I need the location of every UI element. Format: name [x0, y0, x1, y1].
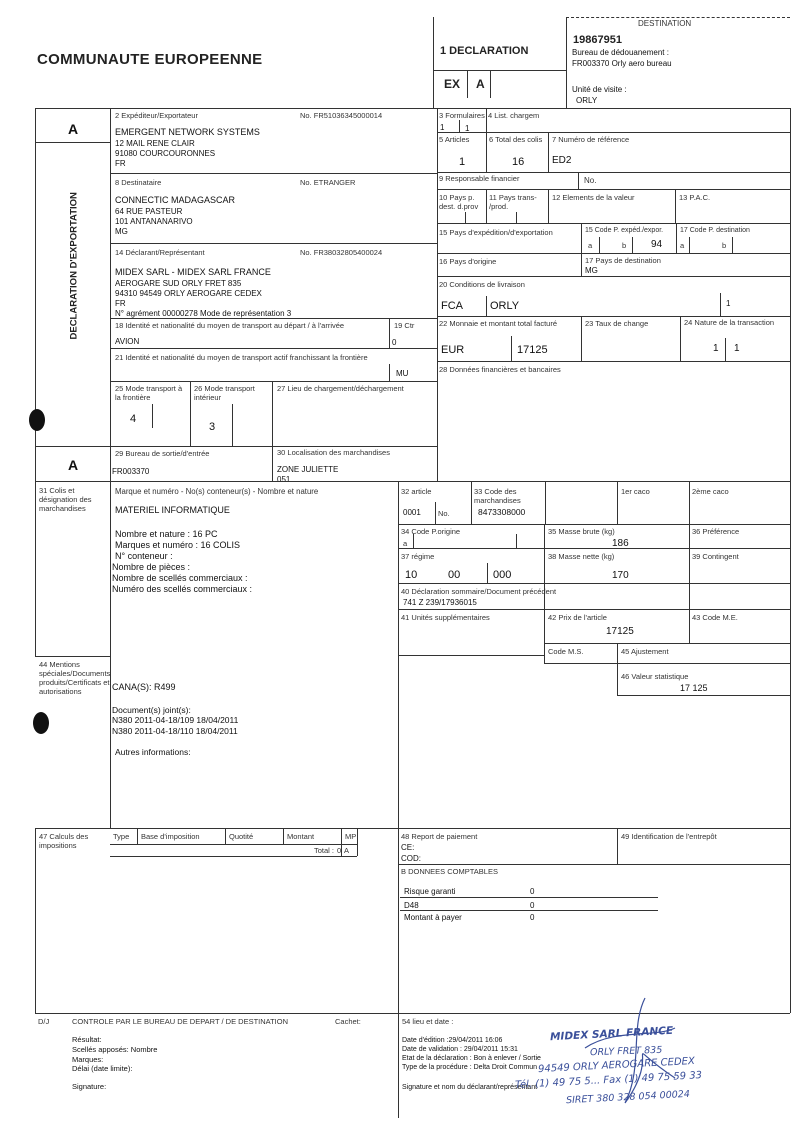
- stamp-line: ORLY FRET 835: [589, 1044, 663, 1059]
- bureau-label: Bureau de dédouanement :: [572, 48, 669, 57]
- box7-label: 7 Numéro de référence: [552, 135, 630, 144]
- boxb-row-value: 0: [530, 887, 535, 896]
- box38-label: 38 Masse nette (kg): [548, 552, 615, 561]
- box37-label: 37 régime: [401, 552, 435, 561]
- box44-cana: CANA(S): R499: [112, 682, 176, 692]
- box54-line: Etat de la déclaration : Bon à enlever / Sortie: [402, 1055, 541, 1062]
- box8-number: No. ETRANGER: [300, 178, 356, 187]
- box33-value: 8473308000: [478, 507, 526, 517]
- boxd-field: Scellés apposés: Nombre: [72, 1045, 158, 1054]
- box7-value: ED2: [552, 155, 572, 166]
- box26-value: 3: [209, 421, 216, 433]
- box46-value: 17 125: [680, 683, 708, 693]
- box3-value-2: 1: [465, 124, 470, 133]
- box31-line: Nombre et nature : 16 PC: [115, 529, 218, 539]
- box44-autres: Autres informations:: [115, 747, 191, 757]
- box2-line: 91080 COURCOURONNES: [115, 149, 216, 158]
- box22-label: 22 Monnaie et montant total facturé: [439, 319, 557, 328]
- box42-value: 17125: [606, 626, 634, 637]
- box2-label: 2 Expéditeur/Exportateur: [115, 111, 198, 120]
- box47-total-label: Total :: [314, 846, 335, 855]
- box5-value: 1: [459, 156, 466, 168]
- boxd-label: CONTROLE PAR LE BUREAU DE DEPART / DE DESTINATION: [72, 1017, 289, 1026]
- box45-label: 45 Ajustement: [621, 647, 669, 656]
- box14-line: 94310 94549 ORLY AEROGARE CEDEX: [115, 289, 262, 298]
- box44-doc: N380 2011-04-18/110 18/04/2011: [112, 726, 238, 736]
- box54-signature: Signature et nom du déclarant/représentant: [402, 1084, 538, 1091]
- box31-description: MATERIEL INFORMATIQUE: [115, 505, 230, 515]
- box43-label: 43 Code M.E.: [692, 613, 738, 622]
- box31-label: 31 Colis et désignation des marchandises: [39, 486, 92, 513]
- box15a-label: 15 Code P. expéd./expor.: [585, 227, 664, 234]
- box26-label: 26 Mode transport intérieur: [194, 384, 255, 402]
- box13-label: 13 P.A.C.: [679, 193, 711, 202]
- box17-value: MG: [585, 266, 598, 275]
- box16-label: 16 Pays d'origine: [439, 257, 497, 266]
- box47-col-quotite: Quotité: [229, 832, 254, 841]
- box48-ce: CE:: [401, 843, 415, 852]
- box15-label: 15 Pays d'expédition/d'exportation: [439, 228, 553, 237]
- box32-label: 32 article: [401, 487, 432, 496]
- boxd-field: Délai (date limite):: [72, 1064, 133, 1073]
- box19-label: 19 Ctr: [394, 321, 415, 330]
- box49-label: 49 Identification de l'entrepôt: [621, 832, 717, 841]
- page-title: COMMUNAUTE EUROPEENNE: [37, 51, 263, 68]
- box17a-label: 17 Code P. destination: [680, 227, 750, 234]
- box24-value-2: 1: [734, 343, 740, 354]
- box37-value-1: 10: [405, 569, 418, 581]
- box42-label: 42 Prix de l'article: [548, 613, 607, 622]
- box5-label: 5 Articles: [439, 135, 470, 144]
- box25-label: 25 Mode transport à la frontière: [115, 384, 183, 402]
- box24-value-1: 1: [713, 343, 719, 354]
- box34-a: a: [403, 539, 408, 548]
- box20-value-1: FCA: [441, 300, 463, 312]
- declaration-number: 19867951: [573, 34, 622, 46]
- box8-line: MG: [115, 227, 128, 236]
- box20-value-2: ORLY: [490, 300, 520, 312]
- stamp-line: Tél. (1) 49 75 5... Fax (1) 49 75 59 33: [514, 1070, 703, 1091]
- box48-cod: COD:: [401, 854, 421, 863]
- box54-label: 54 lieu et date :: [402, 1017, 454, 1026]
- box6-value: 16: [512, 156, 525, 168]
- boxb-row-name: Montant à payer: [404, 913, 462, 922]
- side-letter-a2: A: [68, 457, 79, 473]
- box32-number: No.: [438, 509, 450, 518]
- box47-col-base: Base d'imposition: [141, 832, 200, 841]
- box8-label: 8 Destinataire: [115, 178, 162, 187]
- box2-line: 12 MAIL RENE CLAIR: [115, 139, 195, 148]
- box36-label: 36 Préférence: [692, 527, 740, 536]
- box10-label: 10 Pays p. dest. d.prov: [439, 193, 479, 211]
- boxb-row-name: Risque garanti: [404, 887, 456, 896]
- box6-label: 6 Total des colis: [489, 135, 543, 144]
- box32-value: 0001: [403, 508, 421, 517]
- box34-label: 34 Code P.origine: [401, 527, 461, 536]
- box29-value: FR003370: [112, 467, 150, 476]
- box48-label: 48 Report de paiement: [401, 832, 478, 841]
- boxb-row-name: D48: [404, 901, 419, 910]
- box17-label: 17 Pays de destination: [585, 256, 661, 265]
- box21-label: 21 Identité et nationalité du moyen de transport actif franchissant la frontière: [115, 353, 368, 362]
- declaration-type-ex: EX: [444, 77, 461, 91]
- bureau-value: FR003370 Orly aero bureau: [572, 59, 672, 68]
- box35-value: 186: [612, 538, 629, 549]
- box47-col-type: Type: [113, 832, 130, 841]
- code-ms-label: Code M.S.: [548, 647, 584, 656]
- box30-label: 30 Localisation des marchandises: [277, 448, 390, 457]
- signature-scribble-icon: [525, 988, 705, 1118]
- box2-number: No. FR51036345000014: [300, 111, 383, 120]
- box30-line: ZONE JULIETTE: [277, 465, 339, 474]
- box30-line: 051: [277, 475, 291, 484]
- destination-label: DESTINATION: [638, 19, 692, 28]
- box17a-a: a: [680, 241, 685, 250]
- box37-value-3: 000: [493, 569, 512, 581]
- box23-label: 23 Taux de change: [585, 319, 649, 328]
- boxd-signature: Signature:: [72, 1082, 107, 1091]
- vertical-title: DECLARATION D'EXPORTATION: [68, 192, 80, 340]
- box33-label: 33 Code des marchandises: [474, 487, 521, 505]
- declaration-type-a: A: [476, 77, 485, 91]
- box3-value-1: 1: [440, 123, 445, 132]
- boxd-field: Marques:: [72, 1055, 104, 1064]
- box31-line: Nombre de pièces :: [112, 562, 191, 572]
- box14-line: AEROGARE SUD ORLY FRET 835: [115, 279, 242, 288]
- box47-col-mp: MP: [345, 832, 357, 841]
- box8-line: 101 ANTANANARIVO: [115, 217, 193, 226]
- box18-value: AVION: [115, 337, 140, 346]
- box44-doc: N380 2011-04-18/109 18/04/2011: [112, 715, 239, 725]
- box9-number: No.: [584, 176, 597, 185]
- punch-hole-icon: [33, 712, 49, 734]
- caco1-label: 1er caco: [621, 487, 650, 496]
- box39-label: 39 Contingent: [692, 552, 739, 561]
- box17a-b: b: [722, 241, 727, 250]
- box2-line: FR: [115, 159, 126, 168]
- box12-label: 12 Elements de la valeur: [552, 193, 635, 202]
- box15a-value: 94: [651, 239, 663, 250]
- visite-label: Unité de visite :: [572, 85, 627, 94]
- boxd-field: Résultat:: [72, 1035, 102, 1044]
- box20-label: 20 Conditions de livraison: [439, 280, 525, 289]
- boxb-label: B DONNEES COMPTABLES: [401, 867, 498, 876]
- box25-value: 4: [130, 413, 137, 425]
- box46-label: 46 Valeur statistique: [621, 672, 689, 681]
- box54-line: Date de validation : 29/04/2011 15:31: [402, 1046, 518, 1053]
- box35-label: 35 Masse brute (kg): [548, 527, 615, 536]
- boxd-cachet: Cachet:: [335, 1017, 361, 1026]
- visite-value: ORLY: [576, 96, 598, 105]
- box11-label: 11 Pays trans- /prod.: [489, 193, 537, 211]
- box28-label: 28 Données financières et bancaires: [439, 365, 561, 374]
- box47-total-value: 0: [337, 846, 342, 855]
- box15a-a: a: [588, 241, 593, 250]
- box47-label: 47 Calculs des impositions: [39, 832, 89, 850]
- box31-header: Marque et numéro - No(s) conteneur(s) - Nombre et nature: [115, 487, 319, 496]
- box18-label: 18 Identité et nationalité du moyen de transport au départ / à l'arrivée: [115, 321, 345, 330]
- declaration-label: 1 DECLARATION: [440, 45, 529, 57]
- box31-line: Marques et numéro : 16 COLIS: [115, 540, 241, 550]
- boxd-dj: D/J: [38, 1017, 50, 1026]
- box44-doc-title: Document(s) joint(s):: [112, 705, 191, 715]
- box14-label: 14 Déclarant/Représentant: [115, 248, 205, 257]
- caco2-label: 2ème caco: [692, 487, 729, 496]
- box41-label: 41 Unités supplémentaires: [401, 613, 490, 622]
- boxb-row-value: 0: [530, 901, 535, 910]
- box40-label: 40 Déclaration sommaire/Document précédent: [401, 587, 557, 596]
- box19-value: 0: [392, 338, 397, 347]
- box24-label: 24 Nature de la transaction: [684, 318, 775, 327]
- box8-line: CONNECTIC MADAGASCAR: [115, 195, 236, 205]
- side-letter-a: A: [68, 121, 79, 137]
- box54-line: Type de la procédure : Delta Droit Commun: [402, 1064, 538, 1071]
- boxb-row-value: 0: [530, 913, 535, 922]
- box31-line: Nombre de scellés commerciaux :: [112, 573, 248, 583]
- stamp-line: MIDEX SARL FRANCE: [549, 1024, 674, 1044]
- box38-value: 170: [612, 570, 629, 581]
- box27-label: 27 Lieu de chargement/déchargement: [277, 384, 404, 393]
- box47-col-montant: Montant: [287, 832, 315, 841]
- box40-value: 741 Z 239/17936015: [403, 598, 477, 607]
- box44-label: 44 Mentions spéciales/Documents produits/Certificats et autorisations: [39, 660, 111, 696]
- box14-number: No. FR38032805400024: [300, 248, 383, 257]
- box8-line: 64 RUE PASTEUR: [115, 207, 183, 216]
- box4-label: 4 List. chargem: [488, 111, 540, 120]
- box22-amount: 17125: [517, 344, 548, 356]
- stamp-line: 94549 ORLY AEROGARE CEDEX: [537, 1055, 696, 1076]
- box54-line: Date d'édition :29/04/2011 16:06: [402, 1037, 503, 1044]
- box2-line: EMERGENT NETWORK SYSTEMS: [115, 127, 260, 137]
- box47-total-mp: A: [344, 846, 350, 855]
- box14-line: MIDEX SARL - MIDEX SARL FRANCE: [115, 267, 271, 277]
- box21-value: MU: [396, 369, 409, 378]
- box14-line: FR: [115, 299, 126, 308]
- box31-line: N° conteneur :: [115, 551, 173, 561]
- stamp-line: SIRET 380 328 054 00024: [565, 1088, 691, 1107]
- box31-line: Numéro des scellés commerciaux :: [112, 584, 253, 594]
- box15a-b: b: [622, 241, 627, 250]
- box14-line: N° agrément 00000278 Mode de représentation 3: [115, 309, 292, 318]
- box3-label: 3 Formulaires: [439, 111, 485, 120]
- box29-label: 29 Bureau de sortie/d'entrée: [115, 449, 210, 458]
- box22-currency: EUR: [441, 344, 465, 356]
- punch-hole-icon: [29, 409, 45, 431]
- box37-value-2: 00: [448, 569, 461, 581]
- box20-value-3: 1: [726, 299, 731, 308]
- box9-label: 9 Responsable financier: [439, 174, 520, 183]
